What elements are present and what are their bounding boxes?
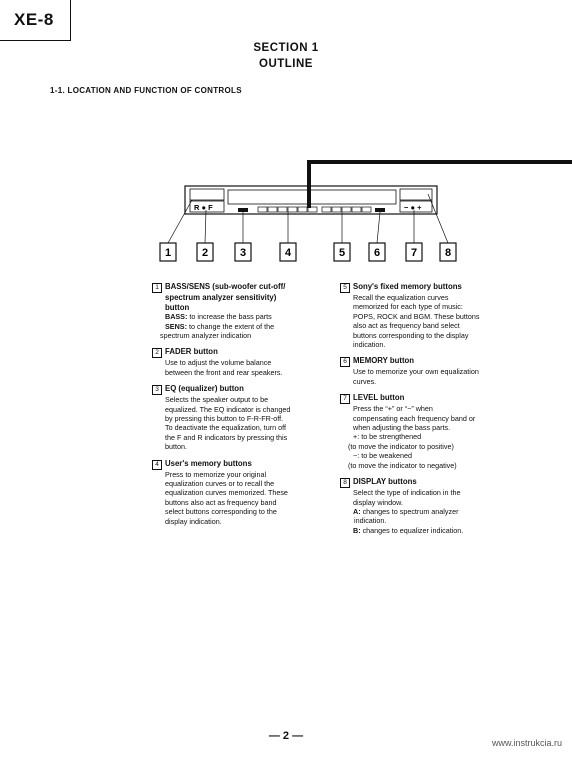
callout-6: 6 (373, 247, 381, 259)
item-bass-sens: 1 BASS/SENS (sub-woofer cut-off/ spectrum analyzer sensitivity) button BASS: to increase the bass parts SENS: to change the extent of the spectrum analyzer indication (152, 282, 322, 340)
memory-button (375, 208, 385, 212)
rf-label: R ● F (194, 203, 213, 212)
item-display: 8 DISPLAY buttons Select the type of indication in the display window. A: changes to spectrum analyzer indication. B: changes to equalizer indication. (340, 477, 520, 535)
bass-sens-button (190, 189, 224, 200)
level-label: − ● + (404, 203, 422, 212)
callout-5: 5 (338, 247, 346, 259)
leader-line (309, 162, 572, 208)
item-eq: 3 EQ (equalizer) button Selects the speaker output to be equalized. The EQ indicator is changed by pressing this button to F-R-FR-off. To deactivate the equalization, turn off the F and R indicators by pressing this button. (152, 384, 322, 451)
item-memory: 6 MEMORY button Use to memorize your own equalization curves. (340, 356, 520, 386)
subheading: 1-1. LOCATION AND FUNCTION OF CONTROLS (50, 86, 242, 95)
callout-7: 7 (410, 247, 418, 259)
sony-memory-buttons (322, 207, 371, 212)
page-number: — 2 — (268, 730, 304, 742)
section-number: SECTION 1 (253, 42, 319, 54)
control-panel-diagram (0, 150, 572, 265)
user-memory-buttons (258, 207, 317, 212)
right-column (340, 282, 520, 542)
watermark-url[interactable]: www.instrukcia.ru (491, 738, 562, 748)
item-fader: 2 FADER button Use to adjust the volume balance between the front and rear speakers. (152, 347, 322, 377)
callout-4: 4 (284, 247, 292, 259)
display-buttons (400, 189, 432, 200)
callout-3: 3 (239, 247, 247, 259)
item-number: 1 (152, 283, 162, 293)
model-number: XE-8 (14, 10, 54, 29)
left-column (152, 282, 322, 533)
callout-8: 8 (444, 247, 452, 259)
model-box (0, 0, 71, 41)
item-title: BASS/SENS (sub-woofer cut-off/ (165, 282, 286, 291)
callout-2: 2 (201, 247, 209, 259)
item-sony-memory: 5 Sony's fixed memory buttons Recall the equalization curves memorized for each type of music: POPS, ROCK and BGM. These buttons also act as frequency band select buttons corresponding to the display indication. (340, 282, 520, 349)
display-window (228, 190, 396, 204)
callout-1: 1 (164, 247, 172, 259)
item-level: 7 LEVEL button Press the “+” or “−” when compensating each frequency band or when adjusting the bass parts. +: to be strengthened (to move the indicator to positive) −: to be weakened (to move the indicator to negative) (340, 393, 520, 470)
eq-button (238, 208, 248, 212)
section-title: OUTLINE (259, 58, 313, 70)
callout-boxes (160, 243, 456, 261)
item-user-memory: 4 User's memory buttons Press to memorize your original equalization curves or to recall the equalization curves memorized. These buttons also act as frequency band select buttons corresponding to the display indication. (152, 459, 322, 526)
